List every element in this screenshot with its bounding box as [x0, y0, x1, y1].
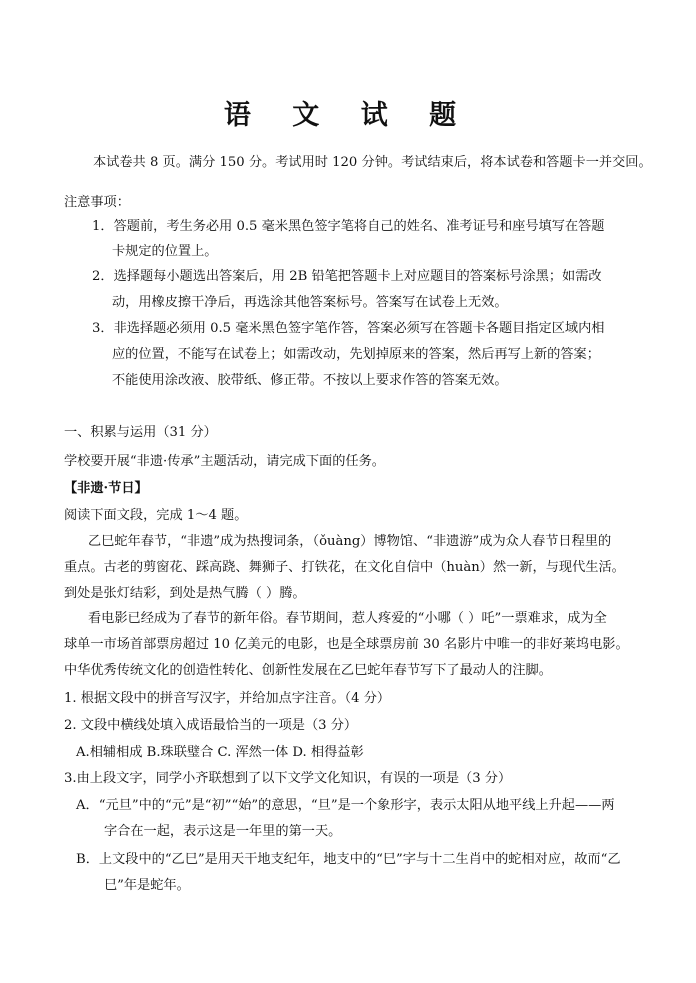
question-1: 1. 根据文段中的拼音写汉字，并给加点字注音。（4 分） — [64, 691, 391, 706]
passage-line: 球单一市场首部票房超过 10 亿美元的电影，也是全球票房前 30 名影片中唯一的非好莱坞电影。 — [64, 637, 629, 652]
question-3: 3.由上段文字，同学小齐联想到了以下文学文化知识，有误的一项是（3 分） — [64, 771, 512, 786]
notice-item-3-line-1: 3．非选择题必须用 0.5 毫米黑色签字笔作答，答案必须写在答题卡各题目指定区域内相 — [92, 321, 605, 336]
notice-item-1-line-1: 1．答题前，考生务必用 0.5 毫米黑色签字笔将自己的姓名、准考证号和座号填写在答题 — [92, 219, 605, 234]
passage-line: 中华优秀传统文化的创造性转化、创新性发展在乙巳蛇年春节写下了最动人的注脚。 — [64, 663, 552, 678]
subsection-heading: 【非遗·节日】 — [64, 481, 148, 496]
notice-item-3-line-2: 应的位置，不能写在试卷上；如需改动，先划掉原来的答案，然后再写上新的答案； — [112, 347, 600, 362]
section-task: 学校要开展“非遗·传承”主题活动，请完成下面的任务。 — [64, 454, 385, 469]
notice-item-1-line-2: 卡规定的位置上。 — [112, 244, 218, 259]
intro-text: 本试卷共 8 页。满分 150 分。考试用时 120 分钟。考试结束后，将本试卷和答题卡一并交回。 — [93, 155, 652, 170]
page-title: 语 文 试 题 — [223, 100, 473, 131]
question-3-option-a-line-1: A．“元旦”中的“元”是“初”“始”的意思，“旦”是一个象形字，表示太阳从地平线上升起——两 — [76, 798, 615, 813]
question-2-options: A.相辅相成 B.珠联璧合 C. 浑然一体 D. 相得益彰 — [76, 745, 364, 760]
question-3-option-b-line-1: B．上文段中的“乙巳”是用天干地支纪年，地支中的“巳”字与十二生肖中的蛇相对应，故而“乙 — [76, 852, 621, 867]
passage-line: 乙巳蛇年春节，“非遗”成为热搜词条，（ǒuàng）博物馆、“非遗游”成为众人春节日程里的 — [88, 534, 612, 549]
reading-instruction: 阅读下面文段，完成 1～4 题。 — [64, 508, 248, 523]
question-2: 2. 文段中横线处填入成语最恰当的一项是（3 分） — [64, 718, 358, 733]
notice-item-2-line-2: 动，用橡皮擦干净后，再选涂其他答案标号。答案写在试卷上无效。 — [112, 295, 508, 310]
notice-item-3-line-3: 不能使用涂改液、胶带纸、修正带。不按以上要求作答的答案无效。 — [112, 373, 508, 388]
notice-heading: 注意事项： — [64, 195, 130, 210]
passage-line: 重点。古老的剪窗花、踩高跷、舞狮子、打铁花，在文化自信中（huàn）然一新，与现代生活。 — [64, 560, 625, 575]
passage-line: 看电影已经成为了春节的新年俗。春节期间，惹人疼爱的“小哪（ ）吒”一票难求，成为全 — [88, 611, 607, 626]
section-heading: 一、积累与运用（31 分） — [64, 425, 217, 440]
question-3-option-a-line-2: 字合在一起，表示这是一年里的第一天。 — [104, 824, 342, 839]
passage-line: 到处是张灯结彩，到处是热气腾（ ）腾。 — [64, 586, 306, 601]
notice-item-2-line-1: 2．选择题每小题选出答案后，用 2B 铅笔把答题卡上对应题目的答案标号涂黑；如需改 — [92, 269, 602, 284]
question-3-option-b-line-2: 巳”年是蛇年。 — [104, 878, 190, 893]
